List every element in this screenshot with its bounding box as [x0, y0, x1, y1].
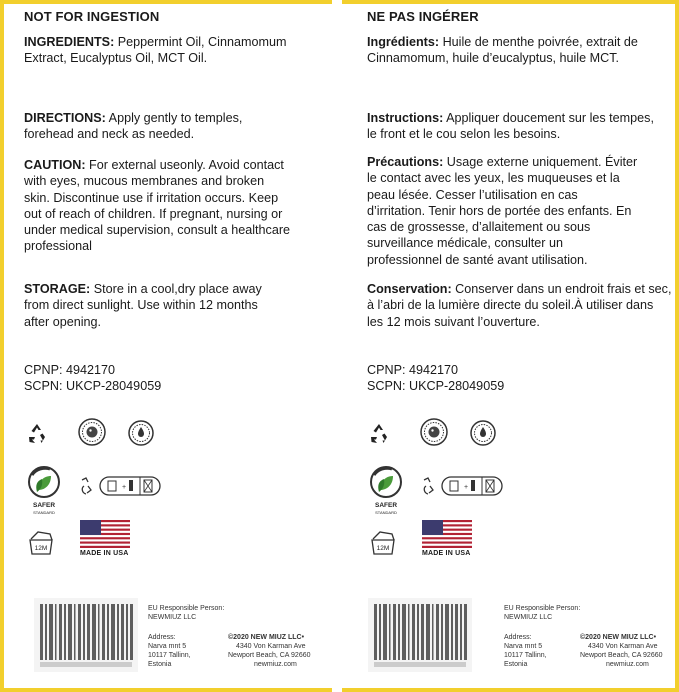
- directions-fr: [367, 110, 662, 143]
- storage-text-en: Store in a cool,dry place away from direct sunlight. Use within 12 months after opening.: [24, 282, 262, 329]
- ingredients-label-fr: Ingrédients:: [367, 35, 440, 49]
- pao-text: 12M: [34, 545, 48, 552]
- eu-responsible-fr: EU Responsible Person:: [504, 605, 581, 612]
- ingredients-fr: [367, 34, 652, 67]
- storage-label-fr: Conservation:: [367, 282, 452, 296]
- cruelty-free-seal-icon: [78, 418, 106, 446]
- address-line1-fr: Narva mnt 5: [504, 643, 543, 650]
- disposal-icon: [420, 474, 504, 498]
- recycle-icon: [26, 422, 48, 444]
- storage-en: [24, 281, 286, 330]
- us-address2-en: Newport Beach, CA 92660: [228, 652, 311, 659]
- address-label-en: Address:: [148, 634, 176, 641]
- svg-text:+: +: [464, 484, 469, 491]
- directions-text-fr: Appliquer doucement sur les tempes, le front et le cou selon les besoins.: [367, 111, 654, 142]
- address-line3-en: Estonia: [148, 661, 172, 668]
- pao-jar-icon: [368, 530, 398, 558]
- ingredients-label-en: INGREDIENTS:: [24, 35, 115, 49]
- heading-en: NOT FOR INGESTION: [24, 9, 160, 24]
- safer-text: SAFER: [32, 502, 56, 509]
- caution-fr: [367, 154, 639, 268]
- barcode-icon: [368, 598, 472, 672]
- directions-en: [24, 110, 269, 143]
- eu-company-fr: NEWMIUZ LLC: [504, 614, 553, 621]
- ingredients-en: [24, 34, 299, 67]
- copyright-en: ©2020 NEW MIUZ LLC•: [228, 634, 305, 641]
- standard-text: STANDARD: [33, 510, 55, 515]
- website-en: newmiuz.com: [254, 661, 297, 668]
- disposal-icon: [78, 474, 162, 498]
- cruelty-free-seal-icon: [420, 418, 448, 446]
- storage-label-en: STORAGE:: [24, 282, 91, 296]
- drop-seal-icon: [470, 420, 496, 446]
- us-address1-en: 4340 Von Karman Ave: [236, 643, 306, 650]
- standard-text: STANDARD: [375, 510, 397, 515]
- drop-seal-icon: [128, 420, 154, 446]
- made-in-usa-fr: MADE IN USA: [422, 550, 471, 557]
- address-line2-en: 10117 Tallinn,: [148, 652, 191, 659]
- caution-en: [24, 157, 292, 255]
- ingredients-text-en: Peppermint Oil, Cinnamomum Extract, Eucalyptus Oil, MCT Oil.: [24, 35, 287, 66]
- safer-standard-icon: [368, 464, 404, 516]
- english-label-panel: [4, 4, 332, 688]
- cpnp-en: CPNP: 4942170: [24, 363, 116, 377]
- us-address1-fr: 4340 Von Karman Ave: [588, 643, 658, 650]
- website-fr: newmiuz.com: [606, 661, 649, 668]
- address-line3-fr: Estonia: [504, 661, 528, 668]
- storage-text-fr: Conserver dans un endroit frais et sec, à l’abri de la lumière directe du soleil.À utiliser dans les 12 mois suivant l’ouverture.: [367, 282, 672, 329]
- eu-company-en: NEWMIUZ LLC: [148, 614, 197, 621]
- safer-text: SAFER: [374, 502, 398, 509]
- made-in-usa-en: MADE IN USA: [80, 550, 129, 557]
- safer-standard-icon: [26, 464, 62, 516]
- french-label-panel: [342, 4, 675, 688]
- svg-text:+: +: [122, 484, 127, 491]
- address-line2-fr: 10117 Tallinn,: [504, 652, 547, 659]
- barcode-icon: [34, 598, 138, 672]
- caution-label-fr: Précautions:: [367, 155, 444, 169]
- us-flag-icon: [80, 520, 130, 548]
- storage-fr: [367, 281, 672, 330]
- scpn-en: SCPN: UKCP-28049059: [24, 379, 162, 393]
- directions-text-en: Apply gently to temples, forehead and neck as needed.: [24, 111, 243, 142]
- pao-jar-icon: [26, 530, 56, 558]
- directions-label-en: DIRECTIONS:: [24, 111, 106, 125]
- recycle-icon: [368, 422, 390, 444]
- eu-responsible-en: EU Responsible Person:: [148, 605, 225, 612]
- heading-fr: NE PAS INGÉRER: [367, 9, 479, 24]
- caution-text-fr: Usage externe uniquement. Éviter le contact avec les yeux, les muqueuses et la peau lésée. Cesser l’utilisation en cas d’irritation. Tenir hors de portée des enfants. En cas de grossesse, d’allaitement ou sous surveillance médicale, consulter un professionnel de santé avant utilisation.: [367, 155, 638, 267]
- directions-label-fr: Instructions:: [367, 111, 444, 125]
- address-label-fr: Address:: [504, 634, 532, 641]
- ingredients-text-fr: Huile de menthe poivrée, extrait de Cinnamomum, huile d’eucalyptus, huile MCT.: [367, 35, 638, 66]
- scpn-fr: SCPN: UKCP-28049059: [367, 379, 505, 393]
- caution-label-en: CAUTION:: [24, 158, 86, 172]
- panel-gap: [332, 0, 342, 692]
- caution-text-en: For external useonly. Avoid contact with eyes, mucous membranes and broken skin. Discontinue use if irritation occurs. Keep out of reach of children. If pregnant, nursing or under medical supervision, consult a healthcare professional: [24, 158, 291, 254]
- cpnp-fr: CPNP: 4942170: [367, 363, 459, 377]
- us-flag-icon: [422, 520, 472, 548]
- address-line1-en: Narva mnt 5: [148, 643, 187, 650]
- pao-text: 12M: [376, 545, 390, 552]
- us-address2-fr: Newport Beach, CA 92660: [580, 652, 663, 659]
- copyright-fr: ©2020 NEW MIUZ LLC•: [580, 634, 657, 641]
